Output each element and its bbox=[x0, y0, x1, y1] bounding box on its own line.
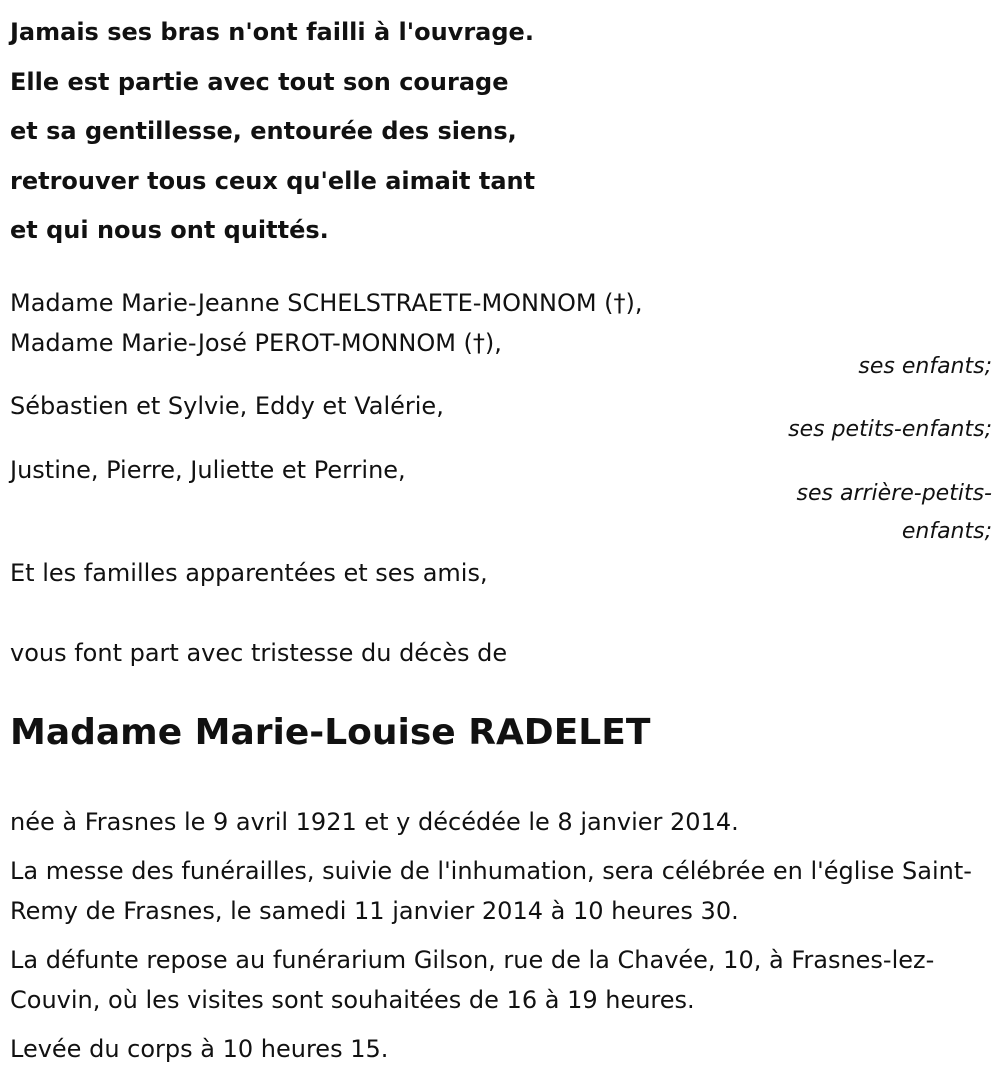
child-name: Madame Marie-José PEROT-MONNOM (†), bbox=[10, 329, 502, 357]
grandchildren-relation: ses petits-enfants; bbox=[788, 417, 992, 442]
funeral-text: La messe des funérailles, suivie de l'inhumation, sera célébrée en l'église Saint-Remy de Frasnes, le samedi 11 janvier 2014 à 10 heures 30. bbox=[10, 857, 972, 925]
deceased-name: Madame Marie-Louise RADELET bbox=[10, 712, 651, 753]
great-grandchildren-relation-line: ses arrière-petits- bbox=[796, 481, 992, 506]
visitation-text: La défunte repose au funérarium Gilson, rue de la Chavée, 10, à Frasnes-lez-Couvin, où les visites sont souhaitées de 16 à 19 heures. bbox=[10, 946, 935, 1014]
great-grandchildren-relation-line: enfants; bbox=[901, 519, 992, 544]
announcement-text: vous font part avec tristesse du décès de bbox=[10, 639, 508, 667]
children-relation: ses enfants; bbox=[858, 354, 992, 379]
great-grandchildren-relation bbox=[797, 475, 992, 551]
poem-line: et qui nous ont quittés. bbox=[10, 216, 329, 244]
extended-family: Et les familles apparentées et ses amis, bbox=[10, 559, 488, 587]
departure-text: Levée du corps à 10 heures 15. bbox=[10, 1035, 389, 1063]
poem-block bbox=[10, 8, 710, 256]
obituary-page bbox=[10, 0, 992, 1084]
poem-line: et sa gentillesse, entourée des siens, bbox=[10, 117, 517, 145]
child-name: Madame Marie-Jeanne SCHELSTRAETE-MONNOM (†), bbox=[10, 289, 643, 317]
poem-line: Elle est partie avec tout son courage bbox=[10, 67, 509, 96]
grandchildren-names: Sébastien et Sylvie, Eddy et Valérie, bbox=[10, 392, 444, 420]
poem-line: retrouver tous ceux qu'elle aimait tant bbox=[10, 166, 536, 195]
birth-death-text: née à Frasnes le 9 avril 1921 et y décédée le 8 janvier 2014. bbox=[10, 808, 739, 836]
poem-line: Jamais ses bras n'ont failli à l'ouvrage. bbox=[10, 18, 534, 46]
great-grandchildren-names: Justine, Pierre, Juliette et Perrine, bbox=[10, 456, 406, 484]
family-section bbox=[10, 283, 992, 583]
